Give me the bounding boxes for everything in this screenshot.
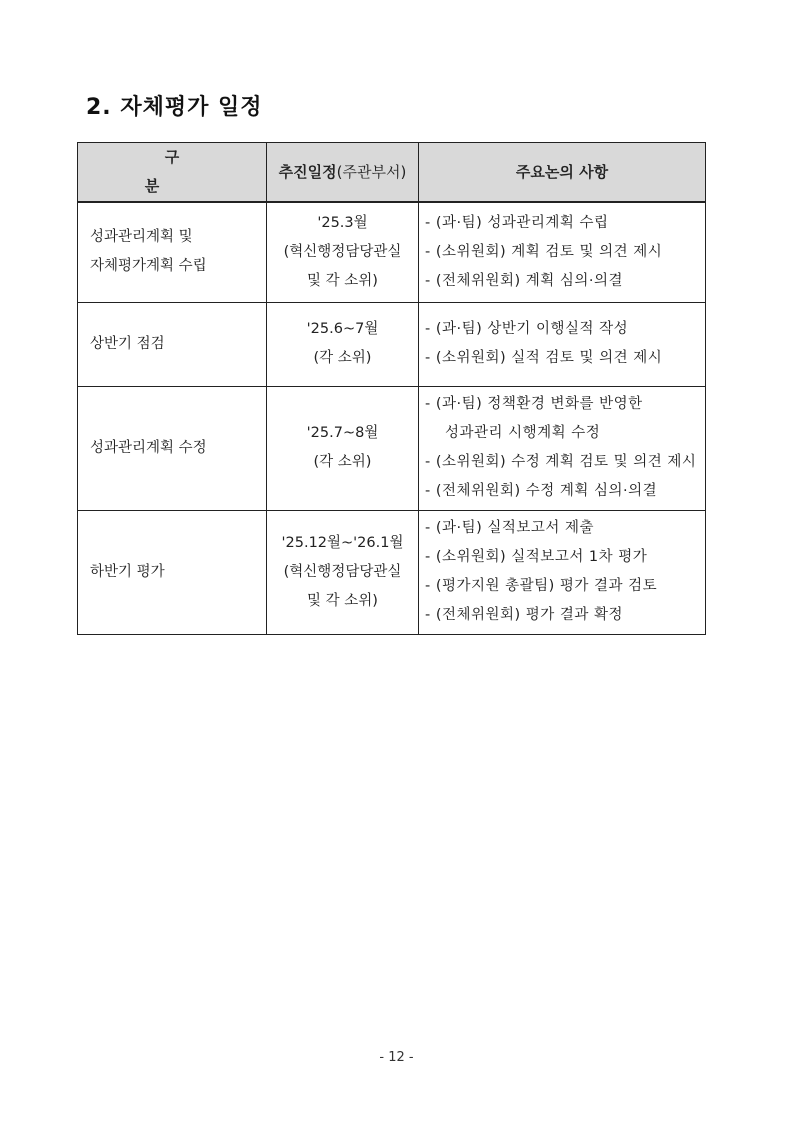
header-topics: 주요논의 사항 bbox=[419, 143, 706, 203]
row-category: 성과관리계획 수정 bbox=[78, 386, 267, 510]
row-schedule: '25.12월~'26.1월 (혁신행정담당관실 및 각 소위) bbox=[267, 510, 419, 634]
row-topics: - (과·팀) 성과관리계획 수립 - (소위원회) 계획 검토 및 의견 제시 - (전체위원회) 계획 심의·의결 bbox=[419, 202, 706, 302]
row-topics: - (과·팀) 정책환경 변화를 반영한 성과관리 시행계획 수정 - (소위원회) 수정 계획 검토 및 의견 제시 - (전체위원회) 수정 계획 심의·의결 bbox=[419, 386, 706, 510]
schedule-table bbox=[77, 142, 706, 635]
table-row bbox=[78, 510, 706, 634]
page-number: - 12 - bbox=[379, 1050, 414, 1065]
table-row bbox=[78, 386, 706, 510]
row-category: 하반기 평가 bbox=[78, 510, 267, 634]
row-schedule: '25.7~8월 (각 소위) bbox=[267, 386, 419, 510]
table-row bbox=[78, 202, 706, 302]
row-category: 성과관리계획 및 자체평가계획 수립 bbox=[78, 202, 267, 302]
table-row bbox=[78, 302, 706, 386]
table-header-row bbox=[78, 143, 706, 203]
row-schedule: '25.6~7월 (각 소위) bbox=[267, 302, 419, 386]
row-topics: - (과·팀) 실적보고서 제출 - (소위원회) 실적보고서 1차 평가 - (평가지원 총괄팀) 평가 결과 검토 - (전체위원회) 평가 결과 확정 bbox=[419, 510, 706, 634]
row-category: 상반기 점검 bbox=[78, 302, 267, 386]
section-title: 2. 자체평가 일정 bbox=[86, 95, 263, 120]
row-topics: - (과·팀) 상반기 이행실적 작성 - (소위원회) 실적 검토 및 의견 제시 bbox=[419, 302, 706, 386]
row-schedule: '25.3월 (혁신행정담당관실 및 각 소위) bbox=[267, 202, 419, 302]
header-schedule: 추진일정(주관부서) bbox=[267, 143, 419, 203]
header-category: 구 분 bbox=[78, 143, 267, 203]
